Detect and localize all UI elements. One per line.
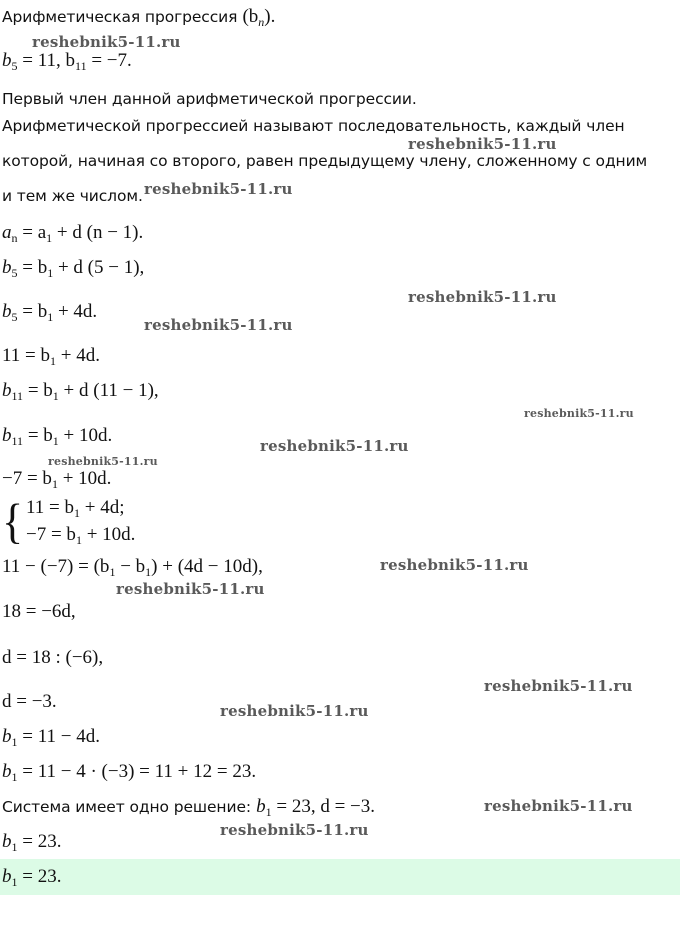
step-b1-result: $b_1 = 23$. <box>2 831 62 854</box>
watermark: reshebnik5-11.ru <box>220 821 369 839</box>
watermark: reshebnik5-11.ru <box>260 437 409 455</box>
step-b1-compute: $b_1 = 11 - 4 \cdot (-3) = 11 + 12 = 23$. <box>2 761 257 784</box>
question-text: Первый член данной арифметической прогрессии. <box>2 90 417 108</box>
watermark: reshebnik5-11.ru <box>220 702 369 720</box>
watermark: reshebnik5-11.ru <box>48 455 158 468</box>
step-b1-formula: $b_1 = 11 - 4d$. <box>2 726 100 749</box>
definition-line-1: Арифметической прогрессией называют последовательность, каждый член <box>2 117 625 135</box>
watermark: reshebnik5-11.ru <box>32 33 181 51</box>
system-solution: Система имеет одно решение: $b_1 = 23$, d = −3. <box>2 796 376 819</box>
step-subtract: $11 - (-7) = (b_1 - b_1) + (4d - 10d)$, <box>2 556 263 579</box>
step-d-division: d = 18 : (−6), <box>2 647 104 668</box>
watermark: reshebnik5-11.ru <box>524 407 634 420</box>
given-values: $b_5 = 11$, $b_{11} = -7$. <box>2 50 132 73</box>
step-b11-simplified: $b_{11} = b_1 + 10d$. <box>2 425 113 448</box>
system-brace: { <box>2 494 24 549</box>
definition-line-2: которой, начиная со второго, равен предыдущему члену, сложенному с одним <box>2 152 648 170</box>
formula-general-term: $a_n = a_1 + d$ (n − 1). <box>2 222 144 245</box>
step-b5-expand: $b_5 = b_1 + d$ (5 − 1), <box>2 257 145 280</box>
sequence-notation: $(b_n)$. <box>242 6 276 29</box>
system-eq-2: $-7 = b_1 + 10d$. <box>26 524 136 547</box>
watermark: reshebnik5-11.ru <box>144 180 293 198</box>
watermark: reshebnik5-11.ru <box>116 580 265 598</box>
watermark: reshebnik5-11.ru <box>380 556 529 574</box>
step-b11-expand: $b_{11} = b_1 + d$ (11 − 1), <box>2 380 159 403</box>
step-18: 18 = −6d, <box>2 601 76 622</box>
watermark: reshebnik5-11.ru <box>484 797 633 815</box>
watermark: reshebnik5-11.ru <box>484 677 633 695</box>
step-b11-value: $-7 = b_1 + 10d$. <box>2 468 112 491</box>
watermark: reshebnik5-11.ru <box>408 288 557 306</box>
system-eq-1: $11 = b_1 + 4d$; <box>26 497 125 520</box>
problem-title: Арифметическая прогрессия $(b_n)$. <box>2 6 276 29</box>
watermark: reshebnik5-11.ru <box>408 135 557 153</box>
step-d-value: d = −3. <box>2 691 57 712</box>
step-b5-value: $11 = b_1 + 4d$. <box>2 345 100 368</box>
answer: $b_1 = 23$. <box>2 866 62 889</box>
step-b5-simplified: $b_5 = b_1 + 4d$. <box>2 301 98 324</box>
answer-box <box>0 859 680 895</box>
watermark: reshebnik5-11.ru <box>144 316 293 334</box>
definition-line-3: и тем же числом. <box>2 187 143 205</box>
